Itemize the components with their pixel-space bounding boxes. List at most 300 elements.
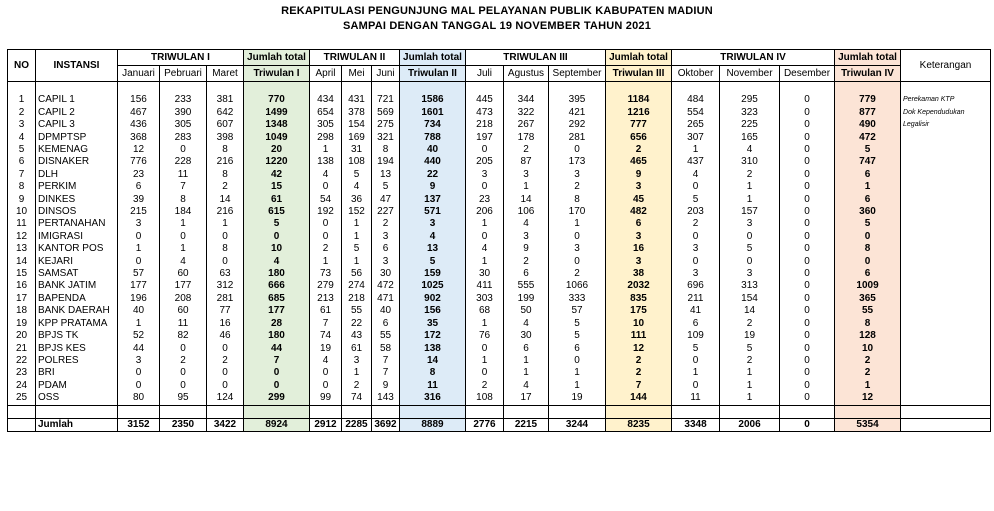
row-value: 776 [118,156,160,168]
row-value: 4 [160,256,207,268]
sum-value: 2285 [342,418,372,431]
report-title [0,4,994,34]
row-value: 0 [780,318,835,330]
row-value: 19 [310,343,342,355]
row-value: 4 [504,318,549,330]
row-value: 5 [342,169,372,181]
row-value: 472 [835,132,901,144]
row-value: 292 [549,119,606,131]
row-value: 484 [672,94,720,106]
row-value: 0 [310,181,342,193]
row-value: 279 [310,280,342,292]
row-value: 2 [504,144,549,156]
gap-cell [207,405,244,418]
row-value: 4 [310,355,342,367]
row-value: 3 [372,231,400,243]
row-instansi: CAPIL 3 [36,119,118,131]
row-number: 15 [8,268,36,280]
row-value: 14 [504,194,549,206]
table-row [8,318,991,330]
row-value: 10 [835,343,901,355]
row-value: 3 [549,243,606,255]
row-value: 281 [549,132,606,144]
row-value: 0 [780,380,835,392]
title-line-2: SAMPAI DENGAN TANGGAL 19 NOVEMBER TAHUN 2021 [342,20,652,32]
row-value: 12 [606,343,672,355]
row-value: 1 [720,380,780,392]
gap-cell [780,405,835,418]
table-row [8,231,991,243]
row-value: 305 [160,119,207,131]
row-value: 14 [720,305,780,317]
row-instansi: IMIGRASI [36,231,118,243]
row-number: 10 [8,206,36,218]
row-keterangan [901,243,991,255]
row-value: 0 [244,231,310,243]
row-keterangan [901,256,991,268]
header-q4: TRIWULAN IV [672,50,835,66]
row-value: 11 [400,380,466,392]
row-value: 175 [606,305,672,317]
row-value: 172 [400,330,466,342]
row-value: 61 [244,194,310,206]
row-value: 734 [400,119,466,131]
row-keterangan [901,144,991,156]
row-value: 2 [342,380,372,392]
sum-row [8,418,991,431]
row-value: 40 [400,144,466,156]
row-value: 1 [672,144,720,156]
row-value: 0 [672,355,720,367]
row-value: 1 [310,144,342,156]
row-value: 0 [780,330,835,342]
row-value: 184 [160,206,207,218]
row-value: 5 [835,144,901,156]
row-value: 0 [780,256,835,268]
row-value: 445 [466,94,504,106]
header-q4-total-1: Jumlah total [835,50,901,66]
row-value: 36 [342,194,372,206]
table-row [8,343,991,355]
spacer-cell [400,82,466,95]
row-value: 2 [720,318,780,330]
header-month: Oktober [672,66,720,82]
row-value: 177 [244,305,310,317]
row-value: 321 [372,132,400,144]
table-row [8,305,991,317]
row-value: 0 [549,355,606,367]
row-value: 74 [310,330,342,342]
row-value: 7 [244,355,310,367]
row-value: 108 [342,156,372,168]
row-value: 68 [466,305,504,317]
row-keterangan [901,206,991,218]
row-value: 0 [780,156,835,168]
row-value: 5 [342,243,372,255]
row-value: 199 [504,293,549,305]
row-value: 61 [310,305,342,317]
row-value: 0 [118,256,160,268]
row-value: 0 [835,231,901,243]
row-value: 490 [835,119,901,131]
row-value: 0 [780,305,835,317]
sum-value: 3692 [372,418,400,431]
row-number: 20 [8,330,36,342]
row-value: 4 [400,231,466,243]
row-value: 227 [372,206,400,218]
spacer-cell [244,82,310,95]
row-value: 156 [118,94,160,106]
row-value: 0 [118,380,160,392]
row-value: 4 [342,181,372,193]
row-value: 2 [606,355,672,367]
row-value: 411 [466,280,504,292]
row-number: 19 [8,318,36,330]
row-instansi: DISNAKER [36,156,118,168]
table-row [8,144,991,156]
row-value: 61 [342,343,372,355]
row-value: 0 [160,380,207,392]
row-value: 5 [835,218,901,230]
row-value: 472 [372,280,400,292]
row-value: 310 [720,156,780,168]
row-value: 0 [310,218,342,230]
row-value: 9 [606,169,672,181]
header-month: Pebruari [160,66,207,82]
row-value: 52 [118,330,160,342]
row-number: 14 [8,256,36,268]
header-instansi: INSTANSI [36,50,118,82]
row-value: 144 [606,392,672,405]
row-value: 4 [504,218,549,230]
row-value: 11 [160,169,207,181]
visitor-recap-table [7,49,991,432]
row-value: 57 [549,305,606,317]
gap-cell [8,405,36,418]
row-number: 12 [8,231,36,243]
row-value: 23 [466,194,504,206]
row-value: 267 [504,119,549,131]
row-value: 42 [244,169,310,181]
row-value: 73 [310,268,342,280]
row-value: 0 [118,367,160,379]
row-value: 54 [310,194,342,206]
row-instansi: DPMPTSP [36,132,118,144]
row-value: 57 [118,268,160,280]
sum-gap-row [8,405,991,418]
row-value: 2 [672,218,720,230]
row-value: 3 [118,355,160,367]
row-value: 1601 [400,107,466,119]
row-value: 398 [207,132,244,144]
row-value: 169 [342,132,372,144]
row-value: 1 [342,256,372,268]
row-value: 0 [207,380,244,392]
header-keterangan: Keterangan [901,50,991,82]
row-value: 8 [549,194,606,206]
row-value: 4 [672,169,720,181]
row-value: 95 [160,392,207,405]
row-value: 835 [606,293,672,305]
row-value: 2 [549,268,606,280]
spacer-row [8,82,991,95]
row-value: 180 [244,268,310,280]
sum-label: Jumlah [36,418,118,431]
row-value: 218 [342,293,372,305]
table-row [8,107,991,119]
row-value: 152 [342,206,372,218]
row-value: 0 [780,343,835,355]
row-value: 194 [372,156,400,168]
row-value: 0 [244,367,310,379]
row-value: 192 [310,206,342,218]
row-value: 13 [372,169,400,181]
spacer-cell [160,82,207,95]
row-number: 21 [8,343,36,355]
row-value: 6 [606,218,672,230]
row-value: 313 [720,280,780,292]
table-row [8,181,991,193]
row-value: 173 [549,156,606,168]
row-value: 7 [310,318,342,330]
row-value: 8 [207,144,244,156]
row-value: 360 [835,206,901,218]
row-instansi: BAPENDA [36,293,118,305]
row-number: 2 [8,107,36,119]
row-value: 8 [207,169,244,181]
row-keterangan: Dok Kependudukan [901,107,991,119]
row-value: 283 [160,132,207,144]
row-value: 154 [342,119,372,131]
spacer-cell [901,82,991,95]
row-value: 6 [504,343,549,355]
row-value: 770 [244,94,310,106]
sum-value: 5354 [835,418,901,431]
gap-cell [36,405,118,418]
row-value: 180 [244,330,310,342]
row-value: 0 [672,231,720,243]
row-value: 1009 [835,280,901,292]
row-value: 0 [244,380,310,392]
spacer-cell [466,82,504,95]
sum-value: 2912 [310,418,342,431]
row-instansi: KEMENAG [36,144,118,156]
row-value: 1 [207,218,244,230]
table-row [8,355,991,367]
row-keterangan [901,169,991,181]
row-value: 60 [160,268,207,280]
row-number: 16 [8,280,36,292]
row-keterangan [901,318,991,330]
row-instansi: KPP PRATAMA [36,318,118,330]
row-value: 19 [549,392,606,405]
row-value: 14 [207,194,244,206]
row-instansi: DINSOS [36,206,118,218]
header-q2-total-2: Triwulan II [400,66,466,82]
row-value: 0 [780,206,835,218]
row-value: 1348 [244,119,310,131]
row-value: 11 [672,392,720,405]
row-value: 3 [549,169,606,181]
row-number: 7 [8,169,36,181]
row-value: 265 [672,119,720,131]
row-value: 656 [606,132,672,144]
row-value: 0 [672,181,720,193]
row-value: 22 [400,169,466,181]
row-number: 17 [8,293,36,305]
row-value: 4 [504,380,549,392]
table-row [8,94,991,106]
row-value: 3 [672,243,720,255]
row-keterangan [901,268,991,280]
row-value: 228 [160,156,207,168]
row-value: 225 [720,119,780,131]
row-value: 40 [118,305,160,317]
row-value: 82 [160,330,207,342]
row-instansi: BPJS TK [36,330,118,342]
table-row [8,392,991,405]
row-value: 298 [310,132,342,144]
row-value: 0 [780,367,835,379]
row-value: 6 [672,318,720,330]
row-value: 1 [504,367,549,379]
row-value: 11 [160,318,207,330]
row-value: 2 [466,380,504,392]
gap-cell [118,405,160,418]
row-value: 323 [720,107,780,119]
sum-keterangan [901,418,991,431]
row-value: 12 [118,144,160,156]
row-number: 6 [8,156,36,168]
row-keterangan [901,194,991,206]
row-value: 1 [720,194,780,206]
row-value: 3 [504,169,549,181]
row-value: 0 [780,119,835,131]
row-value: 275 [372,119,400,131]
row-value: 159 [400,268,466,280]
row-value: 2 [549,181,606,193]
row-value: 1586 [400,94,466,106]
sum-value: 0 [780,418,835,431]
header-month: November [720,66,780,82]
header-q3: TRIWULAN III [466,50,606,66]
row-value: 421 [549,107,606,119]
row-value: 465 [606,156,672,168]
row-value: 17 [504,392,549,405]
row-value: 205 [466,156,504,168]
row-value: 0 [835,256,901,268]
row-value: 177 [160,280,207,292]
spacer-cell [118,82,160,95]
row-value: 1 [466,256,504,268]
row-keterangan: Perekaman KTP [901,94,991,106]
row-instansi: DINKES [36,194,118,206]
row-instansi: CAPIL 1 [36,94,118,106]
table-row [8,293,991,305]
row-value: 14 [400,355,466,367]
row-value: 299 [244,392,310,405]
row-value: 9 [372,380,400,392]
row-value: 154 [720,293,780,305]
row-value: 6 [549,343,606,355]
row-value: 1 [720,367,780,379]
row-value: 615 [244,206,310,218]
row-value: 203 [672,206,720,218]
row-value: 60 [160,305,207,317]
row-value: 6 [504,268,549,280]
row-value: 12 [835,392,901,405]
row-keterangan [901,293,991,305]
row-value: 303 [466,293,504,305]
row-value: 20 [244,144,310,156]
row-value: 5 [720,343,780,355]
row-value: 138 [310,156,342,168]
sum-value: 3422 [207,418,244,431]
row-value: 0 [310,367,342,379]
row-value: 368 [118,132,160,144]
row-value: 2 [835,355,901,367]
row-value: 211 [672,293,720,305]
row-value: 0 [780,268,835,280]
row-value: 77 [207,305,244,317]
table-row [8,280,991,292]
row-value: 0 [466,144,504,156]
spacer-cell [549,82,606,95]
row-value: 1 [835,380,901,392]
row-value: 156 [400,305,466,317]
row-value: 3 [672,268,720,280]
header-q1-total-1: Jumlah total [244,50,310,66]
gap-cell [672,405,720,418]
row-value: 0 [780,392,835,405]
row-value: 440 [400,156,466,168]
row-value: 56 [342,268,372,280]
row-value: 0 [207,231,244,243]
row-value: 157 [720,206,780,218]
row-value: 571 [400,206,466,218]
row-value: 2 [720,169,780,181]
spacer-cell [36,82,118,95]
row-value: 1 [466,318,504,330]
row-value: 6 [835,169,901,181]
sum-value: 8924 [244,418,310,431]
row-value: 50 [504,305,549,317]
row-value: 8 [400,367,466,379]
row-value: 137 [400,194,466,206]
row-value: 58 [372,343,400,355]
header-month: Januari [118,66,160,82]
row-value: 1 [549,218,606,230]
gap-cell [342,405,372,418]
row-value: 0 [780,194,835,206]
spacer-cell [342,82,372,95]
row-value: 0 [160,231,207,243]
row-value: 206 [466,206,504,218]
row-value: 108 [466,392,504,405]
row-keterangan: Legalisir [901,119,991,131]
row-value: 3 [606,181,672,193]
row-instansi: SAMSAT [36,268,118,280]
row-value: 2 [372,218,400,230]
row-value: 777 [606,119,672,131]
row-value: 4 [466,243,504,255]
row-value: 1499 [244,107,310,119]
header-month: Juni [372,66,400,82]
gap-cell [549,405,606,418]
row-value: 0 [118,231,160,243]
row-value: 19 [720,330,780,342]
row-value: 55 [835,305,901,317]
